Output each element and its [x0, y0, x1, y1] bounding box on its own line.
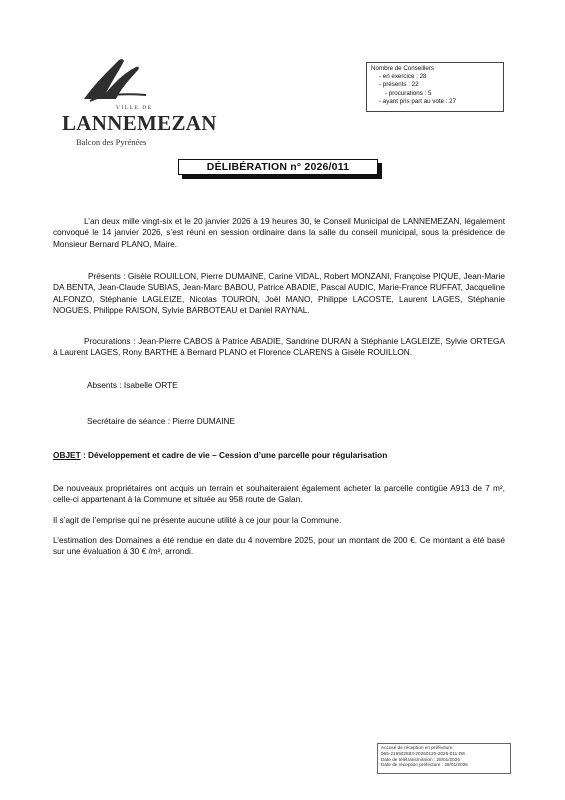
- intro-paragraph: L’an deux mille vingt-six et le 20 janvier 2026 à 19 heures 30, le Conseil Municipal de LANNEMEZAN, légalement convoqué le 14 janvier 2026, s’est réuni en session ordinaire dans la salle du conseil municipal, sous la présidence de Monsieur Bernard PLANO, Maire.: [53, 216, 505, 249]
- councillors-count-box: [366, 62, 504, 112]
- subject-label: OBJET: [53, 450, 81, 460]
- councillors-proxies: - procurations : 5: [385, 89, 432, 97]
- paragraph-estimation: L’estimation des Domaines a été rendue en date du 4 novembre 2025, pour un montant de 200 €. Ce montant a été basé sur une évaluation à 30 € /m², arrondi.: [53, 535, 505, 557]
- city-logo: [58, 55, 218, 160]
- councillors-in-office: - en exercice : 28: [379, 73, 427, 81]
- councillors-voting: - ayant pris part au vote : 27: [379, 97, 457, 105]
- councillors-present: - présents : 22: [379, 81, 419, 89]
- receipt-reception-date: Date de réception préfecture : 28/01/2026: [381, 762, 468, 768]
- paragraph-acquisition: De nouveaux propriétaires ont acquis un terrain et souhaiteraient également acheter la parcelle contigüe A913 de 7 m², celle-ci appartenant à la Commune et située au 958 route de Galan.: [53, 483, 505, 505]
- receipt-title: Accusé de réception en préfecture: [381, 745, 453, 750]
- paragraph-emprise: Il s’agit de l’emprise qui ne présente aucune utilité à ce jour pour la Commune.: [53, 515, 342, 525]
- logo-tagline: Balcon des Pyrénées: [76, 137, 147, 147]
- logo-ville-de: VILLE DE: [116, 105, 153, 111]
- subject-text: : Développement et cadre de vie – Cession d’une parcelle pour régularisation: [80, 450, 388, 460]
- presents-paragraph: Présents : Gisèle ROUILLON, Pierre DUMAINE, Carine VIDAL, Robert MONZANI, Françoise PIQUE, Jean-Marie DA BENTA, Jean-Claude SUBIAS, Jean-Marc BABOU, Patrice ABADIE, Pascal AUDIC, Marie-France RUFFAT, Jacqueline ALFONZO, Stéphanie LAGLEIZE, Nicolas TOURON, Joël MANO, Philippe LACOSTE, Laurent LAGES, Stéphanie NOGUES, Philippe RAISON, Sylvie BARBOTEAU et Daniel RAYNAL.: [53, 271, 505, 316]
- logo-city-name: LANNEMEZAN: [62, 111, 217, 135]
- mountain-logo-icon: [80, 55, 152, 105]
- receipt-reference: 065-216502583-20260120-2026-011-DE: [381, 750, 466, 756]
- secretary-line: Secrétaire de séance : Pierre DUMAINE: [87, 416, 236, 426]
- absents-line: Absents : Isabelle ORTE: [87, 380, 178, 390]
- subject-line: [53, 450, 505, 461]
- prefecture-receipt-box: [377, 743, 511, 774]
- procurations-paragraph: Procurations : Jean-Pierre CABOS à Patrice ABADIE, Sandrine DURAN à Stéphanie LAGLEIZE, Sylvie ORTEGA à Laurent LAGES, Rony BARTHE à Bernard PLANO et Florence CLARENS à Gisèle ROUILLON.: [53, 336, 505, 358]
- deliberation-title: DÉLIBÉRATION n° 2026/011: [178, 159, 378, 175]
- deliberation-title-box: [178, 159, 382, 179]
- receipt-transmission-date: Date de télétransmission : 28/01/2026: [381, 756, 460, 762]
- councillors-title: Nombre de Conseillers: [371, 65, 434, 72]
